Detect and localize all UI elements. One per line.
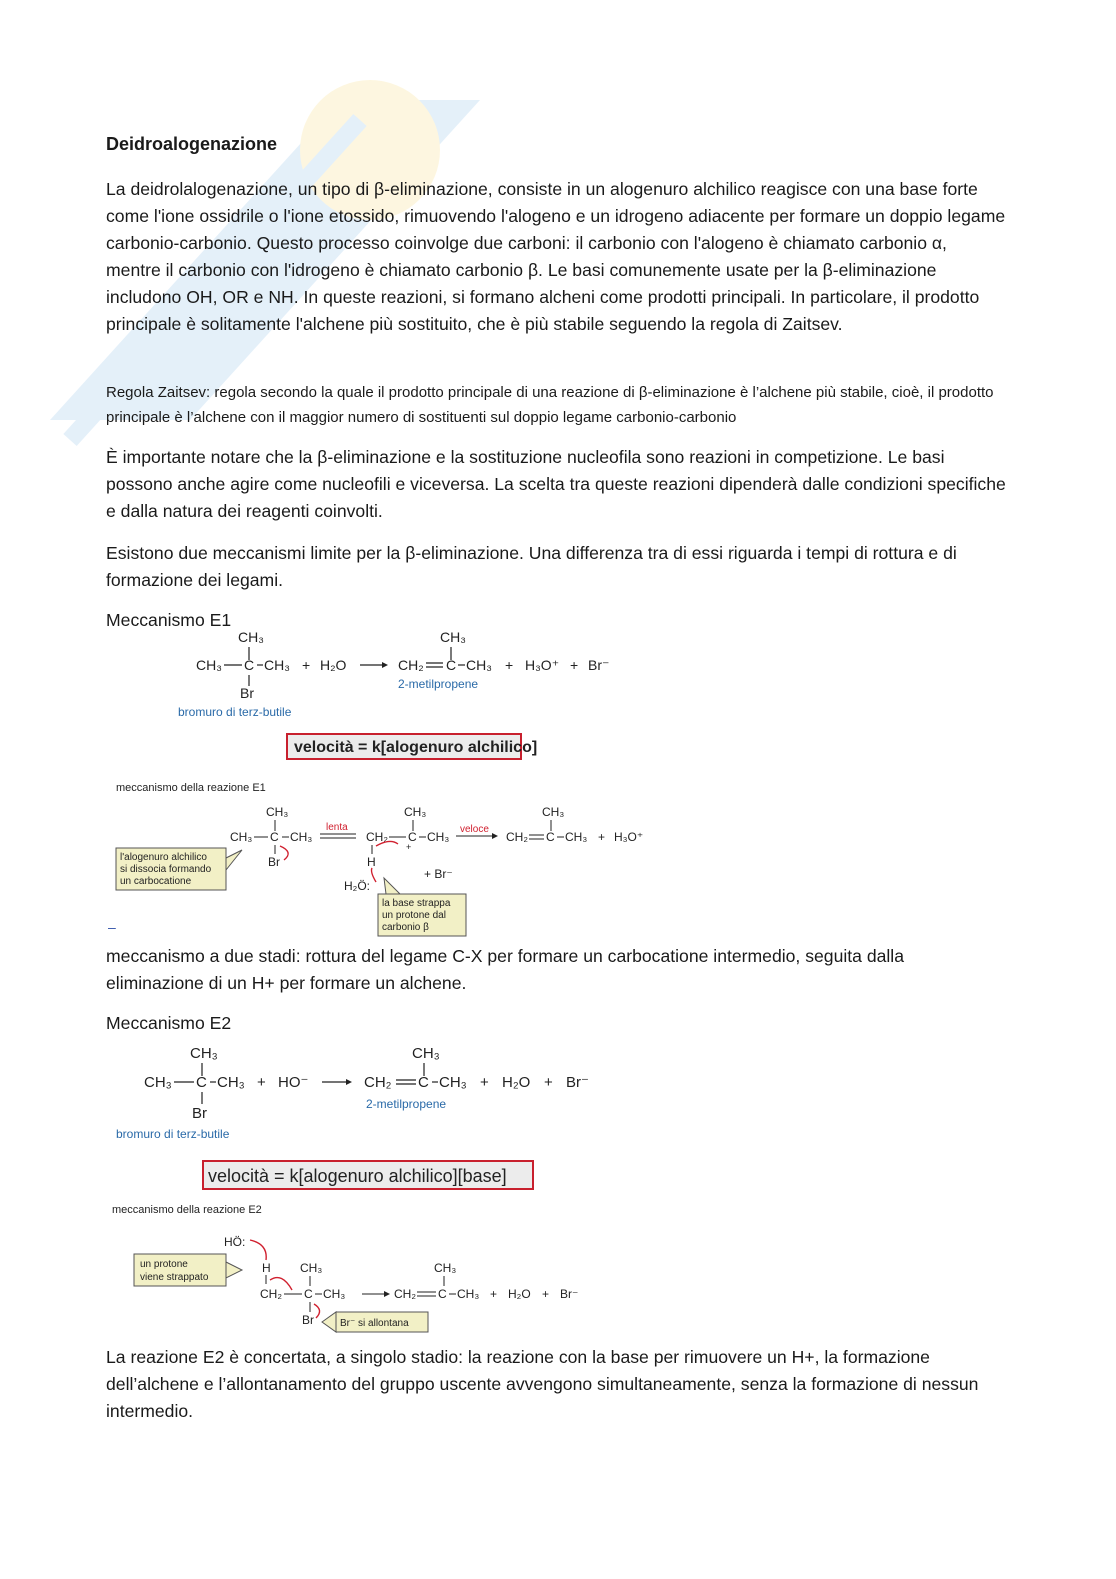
e2-description: La reazione E2 è concertata, a singolo stadio: la reazione con la base per rimuovere un H+, la formazione dell’alchene e l’allontanamento del gruppo uscente avvengono simultaneamente, senza la formazione di nessun intermedio. bbox=[106, 1347, 979, 1421]
e1-rate-box bbox=[286, 733, 538, 761]
e1-dissociation-box bbox=[116, 848, 242, 890]
e1-heading: Meccanismo E1 bbox=[106, 610, 232, 630]
e1-h3o: H₃O⁺ bbox=[525, 657, 560, 673]
e1-product-label: 2-metilpropene bbox=[398, 677, 479, 691]
e2m2-ch3-right: CH₃ bbox=[457, 1287, 480, 1301]
intro-paragraph: La deidrolalogenazione, un tipo di β-eliminazione, consiste in un alogenuro alchilico reagisce con una base forte come l'ione ossidrile o l'ione etossido, rimuovendo l'alogeno e un idrogeno adiacente per formare un doppio legame carbonio-carbonio. Questo processo coinvolge due carboni: il carbonio con l'alogeno è chiamato carbonio α, mentre il carbonio con l'idrogeno è chiamato carbonio β. Le basi comunemente usate per la β-eliminazione includono OH, OR e NH. In queste reazioni, si formano alcheni come prodotti principali. In particolare, il prodotto principale è solitamente l'alchene più sostituito, che è più stabile seguendo la regola di Zaitsev. bbox=[106, 179, 1006, 334]
e2-mech-title: meccanismo della reazione E2 bbox=[112, 1204, 262, 1216]
e1-r-ch3-top: CH₃ bbox=[238, 629, 264, 645]
e1-box2-line2: un protone dal bbox=[382, 910, 446, 921]
e2-box1-line1: un protone bbox=[140, 1259, 188, 1270]
e1m-c: C bbox=[270, 830, 279, 844]
e2-r-ch3-left: CH₃ bbox=[144, 1074, 172, 1091]
e2-brm: Br⁻ bbox=[566, 1074, 589, 1091]
e1-mech-title: meccanismo della reazione E1 bbox=[116, 782, 266, 794]
e1m2-h: H bbox=[367, 855, 376, 869]
e2-mechanism bbox=[110, 1200, 590, 1340]
e1m-ch3-top: CH₃ bbox=[266, 805, 289, 819]
e1-overall-reaction bbox=[160, 620, 640, 730]
e1-p-ch3-right: CH₃ bbox=[466, 657, 492, 673]
e1-plus-2: + bbox=[505, 657, 514, 673]
e2m-h: H bbox=[262, 1261, 271, 1275]
e2-p-ch3-right: CH₃ bbox=[439, 1074, 467, 1091]
e2m-ch3-right: CH₃ bbox=[323, 1287, 346, 1301]
e1m-ch3-left: CH₃ bbox=[230, 830, 253, 844]
e2m2-ch3-top: CH₃ bbox=[434, 1261, 457, 1275]
e1-p-ch2: CH₂ bbox=[398, 657, 424, 673]
e1m2-ch3-right: CH₃ bbox=[427, 830, 450, 844]
e1m3-plus: + bbox=[598, 830, 606, 844]
e1-fast-label: veloce bbox=[460, 824, 489, 835]
e2-overall-reaction bbox=[112, 1036, 602, 1146]
e1-reactant-label: bromuro di terz-butile bbox=[178, 705, 292, 719]
e1-r-ch3-left: CH₃ bbox=[196, 657, 222, 673]
e1-r-ch3-right: CH₃ bbox=[264, 657, 290, 673]
e2-r-ch3-top: CH₃ bbox=[190, 1045, 218, 1062]
e1-p-ch3-top: CH₃ bbox=[440, 629, 466, 645]
e1-h2o: H₂O bbox=[320, 657, 347, 673]
e2m-ch3-top: CH₃ bbox=[300, 1261, 323, 1275]
e1-box1-line1: l'alogenuro alchilico bbox=[120, 852, 207, 863]
zaitsev-rule: Regola Zaitsev: regola secondo la quale il prodotto principale di una reazione di β-eliminazione è l’alchene più stabile, cioè, il prodotto principale è l’alchene con il maggior numero di sostituenti sul doppio legame carbonio-carbonio bbox=[106, 384, 994, 426]
e1m3-h3o: H₃O⁺ bbox=[614, 830, 644, 844]
e2-leaving-box bbox=[322, 1312, 428, 1332]
e2-reactant-label: bromuro di terz-butile bbox=[116, 1127, 230, 1141]
e2-p-ch3-top: CH₃ bbox=[412, 1045, 440, 1062]
e2m2-h2o: H₂O bbox=[508, 1287, 531, 1301]
e2m2-plus-1: + bbox=[490, 1287, 498, 1301]
e1-mechanism bbox=[114, 778, 674, 938]
stray-dash: – bbox=[108, 919, 116, 935]
e1m-br: Br bbox=[268, 855, 280, 869]
e2-rate-text: velocità = k[alogenuro alchilico][base] bbox=[208, 1166, 507, 1186]
e1m3-ch3-right: CH₃ bbox=[565, 830, 588, 844]
e1-box2-line1: la base strappa bbox=[382, 898, 451, 909]
e2-proton-box bbox=[134, 1254, 242, 1286]
e1-plus-3: + bbox=[570, 657, 579, 673]
e2m-ho-lone: HÖ: bbox=[224, 1235, 246, 1249]
e1m2-c: C bbox=[408, 830, 417, 844]
e1m-ch3-right: CH₃ bbox=[290, 830, 313, 844]
e2-r-ch3-right: CH₃ bbox=[217, 1074, 245, 1091]
e2-r-c: C bbox=[196, 1074, 207, 1091]
e1-rate-text: velocità = k[alogenuro alchilico] bbox=[294, 739, 538, 756]
e2m2-ch2: CH₂ bbox=[394, 1287, 416, 1301]
e1m2-ch2: CH₂ bbox=[366, 830, 388, 844]
e2-plus-2: + bbox=[480, 1074, 489, 1091]
e2-p-c: C bbox=[418, 1074, 429, 1091]
e2m2-c: C bbox=[438, 1287, 447, 1301]
e1-plus-1: + bbox=[302, 657, 311, 673]
mechanisms-paragraph: Esistono due meccanismi limite per la β-eliminazione. Una differenza tra di essi riguarda i tempi di rottura e di formazione dei legami. bbox=[106, 543, 957, 590]
e2-plus-1: + bbox=[257, 1074, 266, 1091]
e2-r-br: Br bbox=[192, 1105, 207, 1122]
e1-p-c: C bbox=[446, 657, 457, 673]
e1-brm: Br⁻ bbox=[588, 657, 610, 673]
e1m3-ch3-top: CH₃ bbox=[542, 805, 565, 819]
e1m-h2o-lone: H₂Ö: bbox=[344, 879, 370, 893]
e2m-ch2: CH₂ bbox=[260, 1287, 282, 1301]
e1-box1-line3: un carbocatione bbox=[120, 876, 192, 887]
competition-paragraph: È importante notare che la β-eliminazione e la sostituzione nucleofila sono reazioni in competizione. Le basi possono anche agire come nucleofili e viceversa. La scelta tra queste reazioni dipenderà dalle condizioni specifiche e dalla natura dei reagenti coinvolti. bbox=[106, 447, 1006, 521]
e2-box2-text: Br⁻ si allontana bbox=[340, 1318, 409, 1329]
e2m-br: Br bbox=[302, 1313, 314, 1327]
e1-r-br: Br bbox=[240, 685, 254, 701]
e1-base-box bbox=[378, 878, 466, 936]
e1m3-ch2: CH₂ bbox=[506, 830, 528, 844]
e1-box2-line3: carbonio β bbox=[382, 922, 429, 933]
e2m2-plus-2: + bbox=[542, 1287, 550, 1301]
e1m3-c: C bbox=[546, 830, 555, 844]
e2-plus-3: + bbox=[544, 1074, 553, 1091]
e1-r-c: C bbox=[244, 657, 255, 673]
page-title: Deidroalogenazione bbox=[106, 134, 278, 154]
e2m-c: C bbox=[304, 1287, 313, 1301]
e1-slow-label: lenta bbox=[326, 822, 348, 833]
e1m2-ch3-top: CH₃ bbox=[404, 805, 427, 819]
e2-h2o: H₂O bbox=[502, 1074, 531, 1091]
e1m-plus-br: + Br⁻ bbox=[424, 867, 453, 881]
e2-heading: Meccanismo E2 bbox=[106, 1013, 232, 1033]
e2-box1-line2: viene strappato bbox=[140, 1272, 209, 1283]
e2-product-label: 2-metilpropene bbox=[366, 1097, 447, 1111]
e1-box1-line2: si dissocia formando bbox=[120, 864, 212, 875]
e2-ho: HO⁻ bbox=[278, 1074, 309, 1091]
e1m2-plus: + bbox=[406, 842, 412, 852]
e1-description: meccanismo a due stadi: rottura del legame C-X per formare un carbocatione intermedio, seguita dalla eliminazione di un H+ per formare un alchene. bbox=[106, 946, 904, 993]
e2-p-ch2: CH₂ bbox=[364, 1074, 392, 1091]
e2-rate-box bbox=[202, 1160, 538, 1192]
e2m2-brm: Br⁻ bbox=[560, 1287, 579, 1301]
